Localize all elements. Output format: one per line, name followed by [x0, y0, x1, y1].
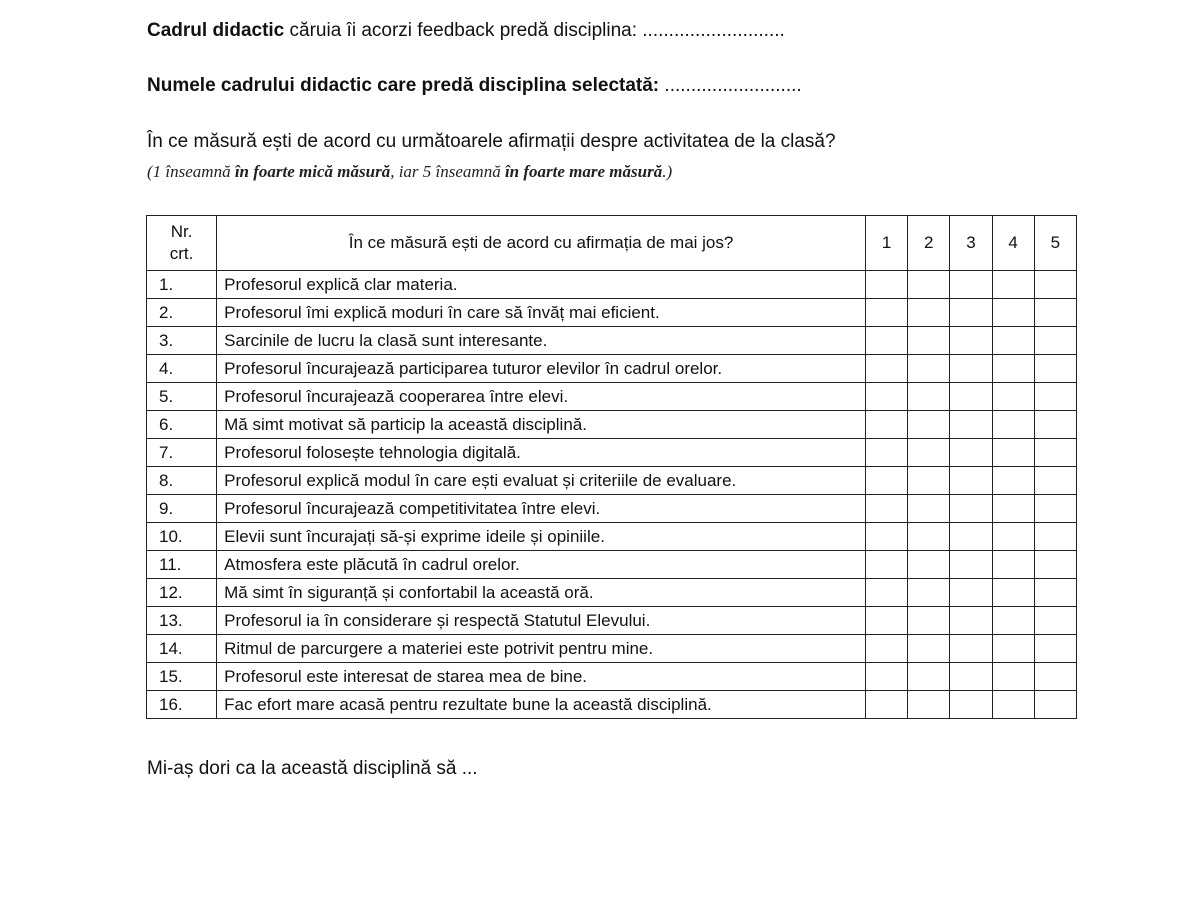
row-number: 10.	[147, 523, 217, 551]
rating-cell-4[interactable]	[992, 663, 1034, 691]
rating-cell-3[interactable]	[950, 383, 992, 411]
statement-text: Sarcinile de lucru la clasă sunt interesante.	[217, 327, 866, 355]
rating-cell-5[interactable]	[1034, 299, 1076, 327]
table-row	[147, 663, 1077, 691]
header-scale-4: 4	[992, 216, 1034, 271]
rating-cell-4[interactable]	[992, 691, 1034, 719]
rating-cell-2[interactable]	[908, 299, 950, 327]
statement-text: Mă simt în siguranță și confortabil la această oră.	[217, 579, 866, 607]
rating-cell-2[interactable]	[908, 551, 950, 579]
rating-cell-5[interactable]	[1034, 551, 1076, 579]
discipline-line	[147, 20, 785, 42]
rating-cell-4[interactable]	[992, 411, 1034, 439]
statement-text: Profesorul explică modul în care ești evaluat și criteriile de evaluare.	[217, 467, 866, 495]
rating-cell-4[interactable]	[992, 523, 1034, 551]
row-number: 11.	[147, 551, 217, 579]
table-row	[147, 551, 1077, 579]
row-number: 2.	[147, 299, 217, 327]
table-body	[147, 271, 1077, 719]
rating-cell-2[interactable]	[908, 607, 950, 635]
scale-explanation: (1 înseamnă în foarte mică măsură, iar 5 înseamnă în foarte mare măsură.)	[147, 162, 673, 181]
rating-cell-3[interactable]	[950, 635, 992, 663]
statement-text: Profesorul încurajează participarea tuturor elevilor în cadrul orelor.	[217, 355, 866, 383]
statement-text: Fac efort mare acasă pentru rezultate bune la această disciplină.	[217, 691, 866, 719]
wish-prompt: Mi-aș dori ca la această disciplină să ...	[147, 758, 478, 779]
rating-cell-3[interactable]	[950, 495, 992, 523]
rating-cell-2[interactable]	[908, 691, 950, 719]
table-row	[147, 607, 1077, 635]
rating-cell-3[interactable]	[950, 551, 992, 579]
table-row	[147, 383, 1077, 411]
rating-cell-2[interactable]	[908, 495, 950, 523]
rating-cell-5[interactable]	[1034, 523, 1076, 551]
rating-cell-2[interactable]	[908, 523, 950, 551]
rating-cell-2[interactable]	[908, 467, 950, 495]
rating-cell-5[interactable]	[1034, 271, 1076, 299]
header-scale-5: 5	[1034, 216, 1076, 271]
rating-cell-4[interactable]	[992, 495, 1034, 523]
rating-cell-2[interactable]	[908, 355, 950, 383]
rating-cell-1[interactable]	[865, 411, 907, 439]
header-question: În ce măsură ești de acord cu afirmația de mai jos?	[217, 216, 866, 271]
statement-text: Profesorul este interesat de starea mea de bine.	[217, 663, 866, 691]
rating-cell-5[interactable]	[1034, 579, 1076, 607]
table-row	[147, 523, 1077, 551]
table-row	[147, 579, 1077, 607]
rating-cell-5[interactable]	[1034, 495, 1076, 523]
rating-cell-4[interactable]	[992, 579, 1034, 607]
survey-question: În ce măsură ești de acord cu următoarele afirmații despre activitatea de la clasă?	[147, 131, 836, 152]
rating-cell-2[interactable]	[908, 579, 950, 607]
rating-cell-3[interactable]	[950, 467, 992, 495]
rating-cell-2[interactable]	[908, 663, 950, 691]
table-row	[147, 635, 1077, 663]
statement-text: Atmosfera este plăcută în cadrul orelor.	[217, 551, 866, 579]
rating-cell-2[interactable]	[908, 411, 950, 439]
rating-cell-3[interactable]	[950, 663, 992, 691]
rating-cell-3[interactable]	[950, 355, 992, 383]
rating-cell-1[interactable]	[865, 271, 907, 299]
rating-cell-3[interactable]	[950, 327, 992, 355]
rating-cell-4[interactable]	[992, 271, 1034, 299]
row-number: 3.	[147, 327, 217, 355]
teacher-name-label: Numele cadrului didactic care predă disciplina selectată:	[147, 75, 660, 96]
rating-cell-5[interactable]	[1034, 467, 1076, 495]
teacher-name-blank: ..........................	[659, 75, 802, 96]
header-nr-crt: Nr. crt.	[147, 216, 217, 271]
rating-cell-1[interactable]	[865, 327, 907, 355]
table-header-row	[147, 216, 1077, 271]
statement-text: Ritmul de parcurgere a materiei este potrivit pentru mine.	[217, 635, 866, 663]
row-number: 12.	[147, 579, 217, 607]
rating-cell-2[interactable]	[908, 439, 950, 467]
rating-cell-4[interactable]	[992, 635, 1034, 663]
rating-cell-1[interactable]	[865, 467, 907, 495]
row-number: 7.	[147, 439, 217, 467]
rating-cell-5[interactable]	[1034, 327, 1076, 355]
rating-cell-4[interactable]	[992, 355, 1034, 383]
header-scale-1: 1	[865, 216, 907, 271]
rating-cell-2[interactable]	[908, 635, 950, 663]
statement-text: Profesorul explică clar materia.	[217, 271, 866, 299]
rating-cell-3[interactable]	[950, 411, 992, 439]
rating-cell-4[interactable]	[992, 383, 1034, 411]
rating-cell-4[interactable]	[992, 439, 1034, 467]
rating-cell-3[interactable]	[950, 523, 992, 551]
rating-cell-2[interactable]	[908, 271, 950, 299]
discipline-label: Cadrul didactic	[147, 20, 285, 41]
rating-cell-4[interactable]	[992, 299, 1034, 327]
rating-cell-1[interactable]	[865, 635, 907, 663]
discipline-text: căruia îi acorzi feedback predă disciplina: ...........................	[284, 20, 785, 41]
rating-cell-5[interactable]	[1034, 663, 1076, 691]
statement-text: Profesorul îmi explică moduri în care să învăț mai eficient.	[217, 299, 866, 327]
rating-cell-3[interactable]	[950, 439, 992, 467]
rating-cell-5[interactable]	[1034, 355, 1076, 383]
rating-cell-2[interactable]	[908, 383, 950, 411]
rating-cell-4[interactable]	[992, 551, 1034, 579]
statement-text: Profesorul folosește tehnologia digitală.	[217, 439, 866, 467]
rating-cell-1[interactable]	[865, 495, 907, 523]
table-row	[147, 299, 1077, 327]
teacher-name-line	[147, 75, 802, 97]
row-number: 9.	[147, 495, 217, 523]
header-scale-3: 3	[950, 216, 992, 271]
rating-cell-5[interactable]	[1034, 691, 1076, 719]
rating-cell-4[interactable]	[992, 327, 1034, 355]
statement-text: Profesorul încurajează cooperarea între elevi.	[217, 383, 866, 411]
rating-cell-1[interactable]	[865, 663, 907, 691]
rating-cell-1[interactable]	[865, 579, 907, 607]
rating-cell-5[interactable]	[1034, 383, 1076, 411]
header-scale-2: 2	[908, 216, 950, 271]
rating-cell-3[interactable]	[950, 691, 992, 719]
rating-cell-5[interactable]	[1034, 607, 1076, 635]
rating-cell-3[interactable]	[950, 579, 992, 607]
table-row	[147, 271, 1077, 299]
rating-cell-1[interactable]	[865, 383, 907, 411]
rating-cell-3[interactable]	[950, 607, 992, 635]
row-number: 5.	[147, 383, 217, 411]
row-number: 6.	[147, 411, 217, 439]
rating-cell-2[interactable]	[908, 327, 950, 355]
table-row	[147, 467, 1077, 495]
row-number: 15.	[147, 663, 217, 691]
table-row	[147, 411, 1077, 439]
rating-cell-1[interactable]	[865, 299, 907, 327]
table-row	[147, 327, 1077, 355]
row-number: 16.	[147, 691, 217, 719]
row-number: 1.	[147, 271, 217, 299]
row-number: 8.	[147, 467, 217, 495]
rating-cell-1[interactable]	[865, 439, 907, 467]
statement-text: Profesorul încurajează competitivitatea între elevi.	[217, 495, 866, 523]
statement-text: Mă simt motivat să particip la această disciplină.	[217, 411, 866, 439]
rating-cell-5[interactable]	[1034, 635, 1076, 663]
row-number: 14.	[147, 635, 217, 663]
rating-cell-1[interactable]	[865, 551, 907, 579]
rating-cell-4[interactable]	[992, 467, 1034, 495]
table-row	[147, 691, 1077, 719]
rating-cell-1[interactable]	[865, 607, 907, 635]
rating-cell-1[interactable]	[865, 691, 907, 719]
rating-cell-4[interactable]	[992, 607, 1034, 635]
rating-cell-3[interactable]	[950, 271, 992, 299]
row-number: 13.	[147, 607, 217, 635]
statement-text: Elevii sunt încurajați să-și exprime ideile și opiniile.	[217, 523, 866, 551]
rating-cell-5[interactable]	[1034, 411, 1076, 439]
row-number: 4.	[147, 355, 217, 383]
table-row	[147, 355, 1077, 383]
rating-cell-1[interactable]	[865, 523, 907, 551]
survey-table	[146, 215, 1077, 719]
statement-text: Profesorul ia în considerare și respectă Statutul Elevului.	[217, 607, 866, 635]
rating-cell-1[interactable]	[865, 355, 907, 383]
rating-cell-5[interactable]	[1034, 439, 1076, 467]
rating-cell-3[interactable]	[950, 299, 992, 327]
table-row	[147, 439, 1077, 467]
table-row	[147, 495, 1077, 523]
